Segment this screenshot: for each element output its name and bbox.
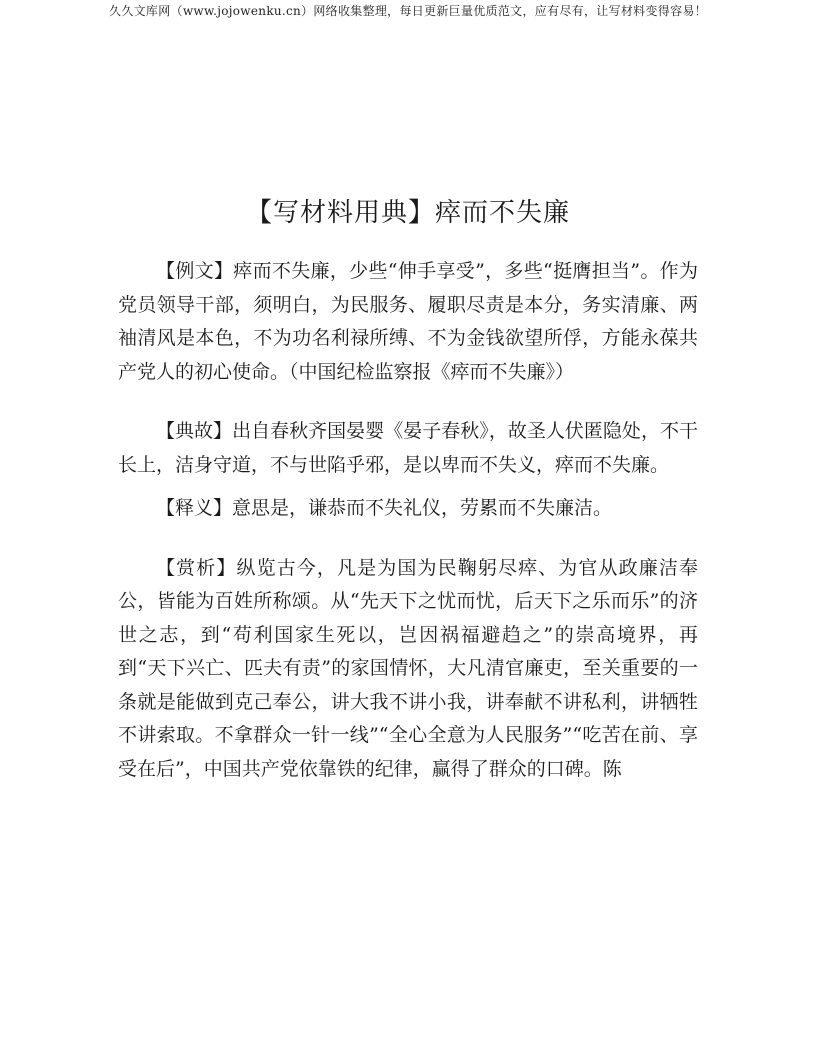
document-body: [118, 255, 698, 786]
paragraph-text: 出自春秋齐国晏婴《晏子春秋》，故圣人伏匿隐处，不干长上，洁身守道，不与世陷乎邪，是以卑而不失义，瘁而不失廉。: [118, 420, 698, 476]
paragraph-text: 意思是，谦恭而不失礼仪，劳累而不失廉洁。: [232, 497, 613, 519]
paragraph-label: 【例文】: [156, 260, 234, 282]
paragraph-label: 【释义】: [156, 497, 233, 519]
paragraph-label: 【赏析】: [156, 556, 237, 579]
paragraph-label: 【典故】: [156, 420, 233, 442]
paragraph-appreciation: [118, 552, 698, 787]
paragraph-text: 瘁而不失廉，少些“伸手享受”，多些“挺膺担当”。作为党员领导干部，须明白，为民服务、履职尽责是本分，务实清廉、两袖清风是本色，不为功名利禄所缚、不为金钱欲望所俘，方能永葆共产党人的初心使命。（中国纪检监察报《瘁而不失廉》）: [118, 260, 698, 383]
paragraph-text: 纵览古今，凡是为国为民鞠躬尽瘁、为官从政廉洁奉公，皆能为百姓所称颂。从“先天下之忧而忧，后天下之乐而乐”的济世之志，到“苟利国家生死以，岂因祸福避趋之”的崇高境界，再到“天下兴亡、匹夫有责”的家国情怀，大凡清官廉吏，至关重要的一条就是能做到克己奉公，讲大我不讲小我，讲奉献不讲私利，讲牺牲不讲索取。不拿群众一针一线”“全心全意为人民服务”“吃苦在前、享受在后”，中国共产党依靠铁的纪律，赢得了群众的口碑。陈: [118, 556, 698, 780]
document-title: 【写材料用典】瘁而不失廉: [245, 198, 570, 228]
header-note: 久久文库网（www.jojowenku.cn）网络收集整理，每日更新巨量优质范文，应有尽有，让写材料变得容易！: [109, 4, 707, 18]
paragraph-allusion: [118, 415, 698, 482]
paragraph-meaning: [118, 492, 698, 526]
paragraph-example: [118, 255, 698, 389]
